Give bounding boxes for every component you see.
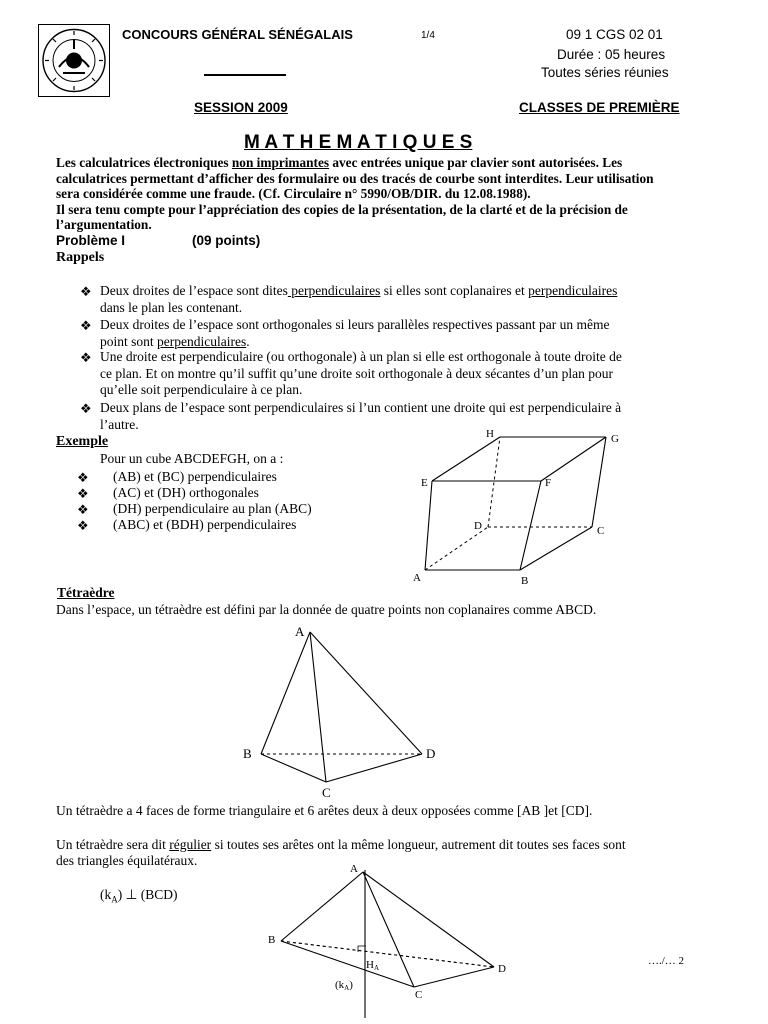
rappel-3: Une droite est perpendiculaire (ou orthogonale) à un plan si elle est orthogonale à toute droite de ce plan. Et on montre qu’il suffit qu’une droite soit orthogonale à deux sécantes d’un plan pour qu’elle soit perpendiculaire à ce plan. [100, 349, 622, 397]
cube-label-f: F [545, 477, 552, 489]
exam-duration: Durée : 05 heures [557, 47, 666, 62]
rappels-heading: Rappels [56, 250, 105, 265]
exam-series: Toutes séries réunies [541, 65, 669, 80]
instruction-line-5: l’argumentation. [56, 217, 152, 232]
tetra-label-d: D [426, 746, 436, 761]
cube-label-b: B [521, 575, 529, 587]
bullet-icon: ❖ [80, 401, 92, 416]
rappel-4: Deux plans de l’espace sont perpendiculaires si l’un contient une droite qui est perpendiculaire à l’autre. [100, 400, 622, 432]
reg-tetra-label-k: (kA) [335, 979, 353, 992]
cube-label-e: E [421, 477, 428, 489]
exemple-item: (AC) et (DH) orthogonales [113, 485, 259, 500]
tetra-heading: Tétraèdre [57, 585, 115, 600]
cube-label-a: A [413, 572, 421, 584]
reg-tetra-label-a: A [350, 863, 358, 875]
instruction-line-2: calculatrices permettant d’afficher des formulaire ou des tracés de courbe sont interdites. Leur utilisation [56, 170, 654, 186]
tetra-label-a: A [295, 624, 305, 639]
problem-label: Problème I [56, 233, 126, 248]
cube-label-g: G [611, 433, 619, 445]
instruction-line-1: Les calculatrices électroniques non imprimantes avec entrées unique par clavier sont autorisées. Les [56, 155, 623, 170]
tetra-definition: Dans l’espace, un tétraèdre est défini par la donnée de quatre points non coplanaires comme ABCD. [56, 602, 597, 617]
bullet-icon: ❖ [77, 518, 89, 533]
tetra-regular-line-2: des triangles équilatéraux. [56, 853, 198, 868]
bullet-icon: ❖ [77, 470, 89, 485]
page-title: M A T H E M A T I Q U E S [244, 132, 473, 153]
exemple-heading: Exemple [56, 434, 109, 449]
session-label: SESSION 2009 [194, 100, 288, 115]
classes-label: CLASSES DE PREMIÈRE [519, 100, 680, 115]
exemple-intro: Pour un cube ABCDEFGH, on a : [100, 451, 284, 466]
cube-label-h: H [486, 428, 494, 440]
page-continuation: …./… 2 [648, 955, 685, 967]
bullet-icon: ❖ [80, 350, 92, 365]
exemple-item: (ABC) et (BDH) perpendiculaires [113, 517, 297, 532]
tetra-label-b: B [243, 746, 252, 761]
competition-title: CONCOURS GÉNÉRAL SÉNÉGALAIS [122, 27, 353, 42]
tetra-label-c: C [322, 785, 331, 800]
perpendicular-formula: $(k_A)$ ⊥ (BCD) [100, 887, 178, 905]
reg-tetra-label-h: HA [366, 959, 380, 972]
instruction-line-4: Il sera tenu compte pour l’appréciation des copies de la présentation, de la clarté et de la précision de [56, 201, 628, 217]
instruction-line-3: sera considérée comme une fraude. (Cf. Circulaire n° 5990/OB/DIR. du 12.08.1988). [56, 186, 531, 201]
reg-tetra-label-c: C [415, 989, 423, 1001]
reg-tetra-label-d: D [498, 963, 506, 975]
bullet-icon: ❖ [80, 318, 92, 333]
exemple-item: (DH) perpendiculaire au plan (ABC) [113, 501, 312, 516]
exam-code: 09 1 CGS 02 01 [566, 27, 663, 42]
exemple-item: (AB) et (BC) perpendiculaires [113, 469, 277, 484]
tetra-regular-line-1: Un tétraèdre sera dit régulier si toutes ses arêtes ont la même longueur, autrement dit toutes ses faces sont [56, 837, 626, 852]
cube-label-c: C [597, 525, 605, 537]
reg-tetra-label-b: B [268, 934, 276, 946]
bullet-icon: ❖ [77, 502, 89, 517]
problem-points: (09 points) [192, 233, 261, 248]
tetra-faces-text: Un tétraèdre a 4 faces de forme triangulaire et 6 arêtes deux à deux opposées comme [AB ]et [CD]. [56, 803, 593, 818]
rappel-2: Deux droites de l’espace sont orthogonales si leurs parallèles respectives passant par un même point sont perpendiculaires. [100, 317, 610, 349]
bullet-icon: ❖ [77, 486, 89, 501]
cube-label-d: D [474, 520, 482, 532]
page-indicator: 1/4 [421, 30, 435, 41]
bullet-icon: ❖ [80, 284, 92, 299]
rappel-1: Deux droites de l’espace sont dites perpendiculaires si elles sont coplanaires et perpendiculaires dans le plan les contenant. [100, 283, 618, 315]
